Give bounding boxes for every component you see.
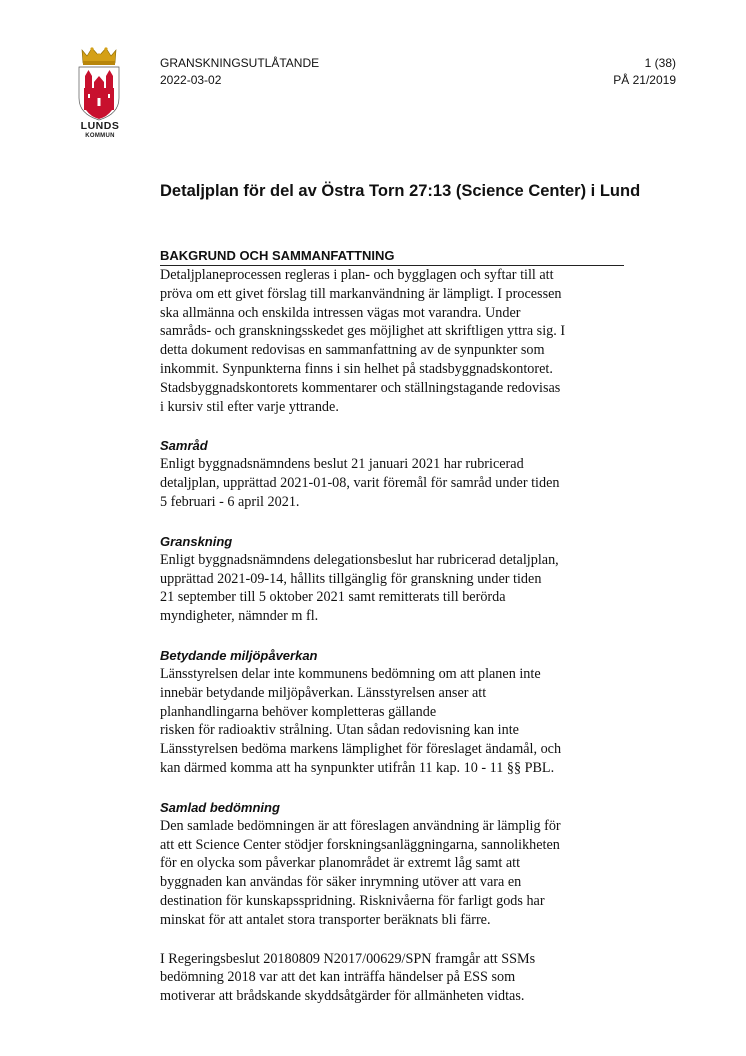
- logo-line-kommun: KOMMUN: [85, 132, 115, 139]
- text-line: detta dokument redovisas en sammanfattning av de synpunkter som: [160, 342, 545, 359]
- logo-line-lunds: LUNDS: [80, 120, 120, 132]
- section-heading: BAKGRUND OCH SAMMANFATTNING: [160, 248, 624, 266]
- header-right: [613, 55, 676, 89]
- text-line: myndigheter, nämnder m fl.: [160, 608, 319, 625]
- text-line: inkommit. Synpunkterna finns i sin helhet på stadsbyggnadskontoret.: [160, 360, 553, 377]
- text-line: 5 februari - 6 april 2021.: [160, 493, 300, 510]
- text-line: minskat för att antalet stora transporter beräknats bli färre.: [160, 911, 491, 928]
- municipality-logo-text: [70, 121, 130, 139]
- text-line: samråds- och granskningsskedet ges möjlighet att skriftligen yttra sig. I: [160, 323, 566, 340]
- text-line: Länsstyrelsen bedöma markens lämplighet för föreslaget ändamål, och: [160, 741, 562, 758]
- text-line: innebär betydande miljöpåverkan. Länsstyrelsen anser att: [160, 684, 487, 701]
- text-line: motiverar att brådskande skyddsåtgärder för allmänheten vidtas.: [160, 988, 525, 1005]
- header-left: [160, 55, 319, 89]
- text-line: detaljplan, upprättad 2021-01-08, varit föremål för samråd under tiden: [160, 475, 560, 492]
- text-line: Detaljplaneprocessen regleras i plan- och bygglagen och syftar till att: [160, 267, 554, 283]
- text-line: 21 september till 5 oktober 2021 samt remitterats till berörda: [160, 589, 506, 606]
- samlad-heading: Samlad bedömning: [160, 799, 280, 815]
- regeringsbeslut-paragraph: [160, 950, 636, 1006]
- text-line: byggnaden kan användas för säker inrymning utöver att vara en: [160, 874, 522, 891]
- text-line: bedömning 2018 var att det kan inträffa händelser på ESS som: [160, 969, 516, 986]
- samlad-paragraph: [160, 817, 636, 930]
- text-line: risken för radioaktiv strålning. Utan sådan redovisning kan inte: [160, 722, 519, 739]
- samrad-paragraph: [160, 455, 636, 511]
- samrad-heading: Samråd: [160, 438, 208, 454]
- text-line: I Regeringsbeslut 20180809 N2017/00629/SPN framgår att SSMs: [160, 950, 536, 967]
- page-number: 1 (38): [644, 56, 676, 70]
- text-line: pröva om ett givet förslag till markanvändning är lämpligt. I processen: [160, 285, 562, 302]
- text-line: att ett Science Center stödjer forskningsanläggningarna, sannolikheten: [160, 836, 560, 853]
- text-line: Stadsbyggnadskontorets kommentarer och ställningstagande redovisas: [160, 379, 561, 396]
- text-line: Länsstyrelsen delar inte kommunens bedömning om att planen inte: [160, 665, 541, 682]
- text-line: planhandlingarna behöver kompletteras gällande: [160, 703, 437, 720]
- text-line: Enligt byggnadsnämndens beslut 21 januari 2021 har rubricerad: [160, 456, 524, 473]
- text-line: Enligt byggnadsnämndens delegationsbeslut har rubricerad detaljplan,: [160, 551, 559, 568]
- document-type: GRANSKNINGSUTLÅTANDE: [160, 56, 320, 70]
- granskning-heading: Granskning: [160, 533, 233, 549]
- text-line: upprättad 2021-09-14, hållits tillgänglig för granskning under tiden: [160, 570, 542, 587]
- miljo-heading: Betydande miljöpåverkan: [160, 647, 318, 663]
- document-date: 2022-03-02: [160, 73, 222, 87]
- granskning-paragraph: [160, 551, 636, 626]
- text-line: Den samlade bedömningen är att föreslagen användning är lämplig för: [160, 817, 561, 834]
- document-body: [160, 266, 636, 1006]
- intro-paragraph: [160, 266, 636, 416]
- document-title: Detaljplan för del av Östra Torn 27:13 (Science Center) i Lund: [160, 182, 641, 200]
- text-line: för en olycka som påverkar planområdet är extremt låg samt att: [160, 855, 521, 872]
- text-line: ska allmänna och enskilda intressen vägas mot varandra. Under: [160, 304, 521, 321]
- text-line: kan därmed komma att ha synpunkter utifrån 11 kap. 10 - 11 §§ PBL.: [160, 759, 555, 776]
- text-line: i kursiv stil efter varje yttrande.: [160, 398, 339, 415]
- text-line: destination för kunskapsspridning. Risknivåerna för farligt gods har: [160, 892, 545, 909]
- miljo-paragraph: [160, 665, 636, 778]
- reference-number: PÅ 21/2019: [613, 73, 676, 87]
